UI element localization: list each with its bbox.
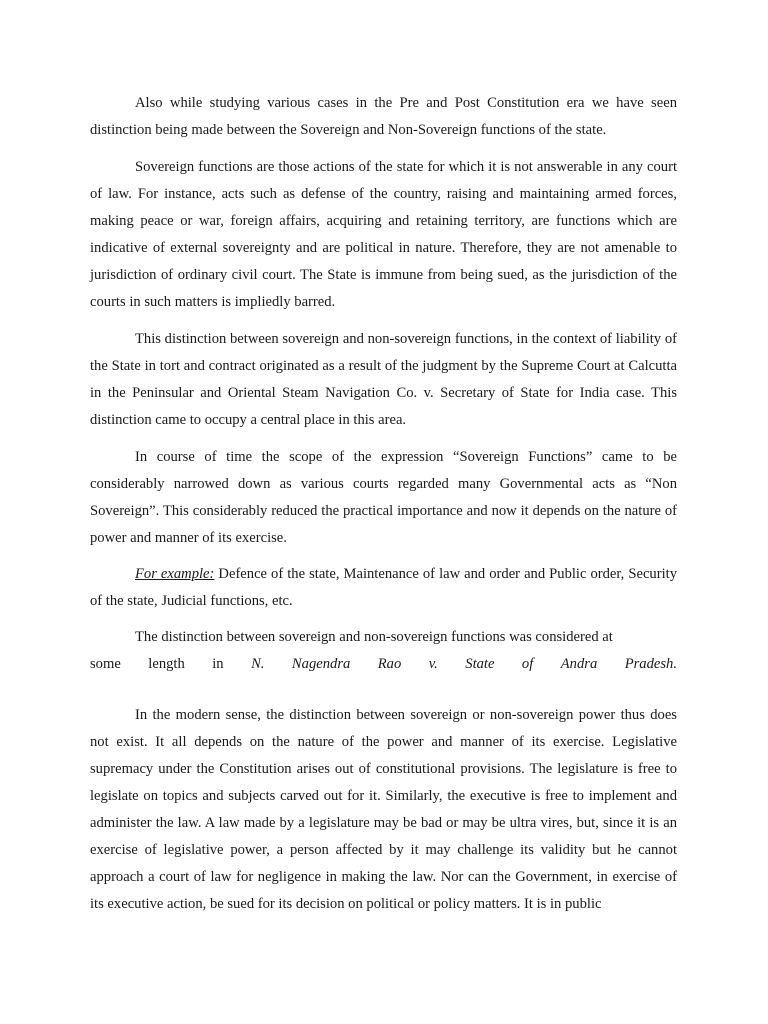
paragraph-example (90, 561, 677, 615)
nagendra-line-1: The distinction between sovereign and non-sovereign functions was considered at (135, 629, 613, 645)
case-name-word: Andra (560, 656, 598, 672)
paragraph-modern-sense: In the modern sense, the distinction between sovereign or non-sovereign power thus does not exist. It all depends on the nature of the power and manner of its exercise. Legislative supremacy under the Constitution arises out of constitutional provisions. The legislature is free to legislate on topics and subjects carved out for it. Similarly, the executive is free to implement and administer the law. A law made by a legislature may be bad or may be ultra vires, but, since it is an exercise of legislative power, a person affected by it may challenge its validity but he cannot approach a court of law for negligence in making the law. Nor can the Government, in exercise of its executive action, be sued for its decision on political or policy matters. It is in public (90, 707, 677, 912)
paragraph-sovereign-distinction-intro: Also while studying various cases in the Pre and Post Constitution era we have seen distinction being made between the Sovereign and Non-Sovereign functions of the state. (90, 95, 677, 138)
case-word: in (212, 656, 224, 672)
case-name-word: of (521, 656, 534, 672)
case-name-word: State (465, 656, 495, 672)
case-word: some (90, 656, 121, 672)
nagendra-line-2 (90, 651, 677, 678)
case-name-word: v. (428, 656, 438, 672)
paragraph-sovereign-functions-definition: Sovereign functions are those actions of the state for which it is not answerable in any court of law. For instance, acts such as defense of the country, raising and maintaining armed forces, making peace or war, foreign affairs, acquiring and retaining territory, are functions which are indicative of external sovereignty and are political in nature. Therefore, they are not amenable to jurisdiction of ordinary civil court. The State is immune from being sued, as the jurisdiction of the courts in such matters is impliedly barred. (90, 159, 677, 310)
paragraph-nagendra-rao (90, 624, 677, 678)
paragraph-scope-narrowed: In course of time the scope of the expression “Sovereign Functions” came to be considerably narrowed down as various courts regarded many Governmental acts as “Non Sovereign”. This considerably reduced the practical importance and now it depends on the nature of power and manner of its exercise. (90, 449, 677, 546)
case-word: length (148, 656, 185, 672)
case-name-word: Pradesh. (624, 656, 677, 672)
document-page (90, 90, 677, 918)
example-label: For example: (135, 566, 215, 582)
case-name-word: Nagendra (291, 656, 351, 672)
case-name-word: N. (251, 656, 265, 672)
paragraph-distinction-origin: This distinction between sovereign and non-sovereign functions, in the context of liability of the State in tort and contract originated as a result of the judgment by the Supreme Court at Calcutta in the Peninsular and Oriental Steam Navigation Co. v. Secretary of State for India case. This distinction came to occupy a central place in this area. (90, 331, 677, 428)
example-text: Defence of the state, Maintenance of law and order and Public order, Security of the state, Judicial functions, etc. (90, 566, 677, 609)
case-name-word: Rao (377, 656, 402, 672)
